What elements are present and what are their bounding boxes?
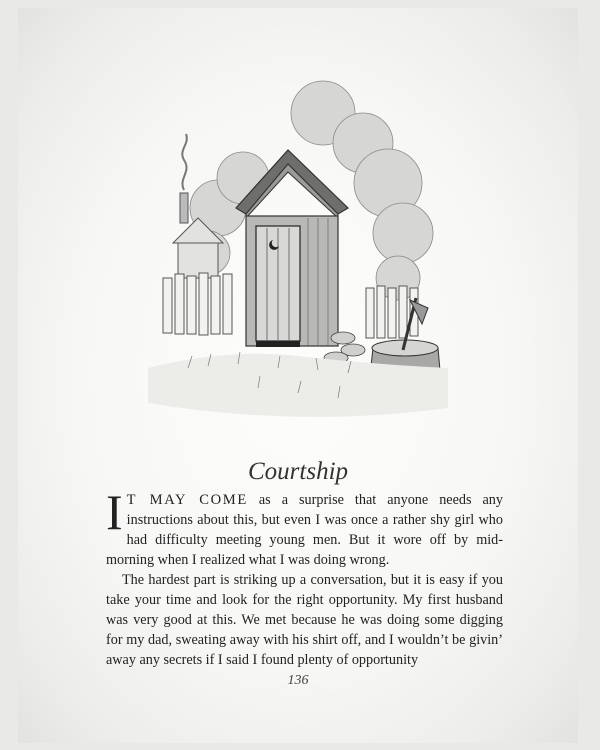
chapter-title: Courtship xyxy=(247,458,349,485)
book-page xyxy=(18,8,578,743)
lead-in-small-caps: T MAY COME xyxy=(126,492,248,508)
outhouse-illustration xyxy=(148,68,448,428)
paragraph-1-text: as a surprise that anyone needs any instructions about this, but even I was once a rather shy girl who had difficulty meeting young men. But it wore off by mid-morning when I realized what I was doing wrong. xyxy=(106,492,503,568)
body-text xyxy=(106,484,503,670)
paragraph-2: The hardest part is striking up a conversation, but it is easy if you take your time and look for the right opportunity. My first husband was very good at this. We met because he was doing some digging for my dad, sweating away with his shirt off, and I wouldn’t be givin’ away any secrets if I said I found plenty of opportunity xyxy=(106,572,503,668)
page-number: 136 xyxy=(287,673,309,688)
drop-cap: I xyxy=(106,484,123,540)
paragraph-1 xyxy=(106,484,503,570)
